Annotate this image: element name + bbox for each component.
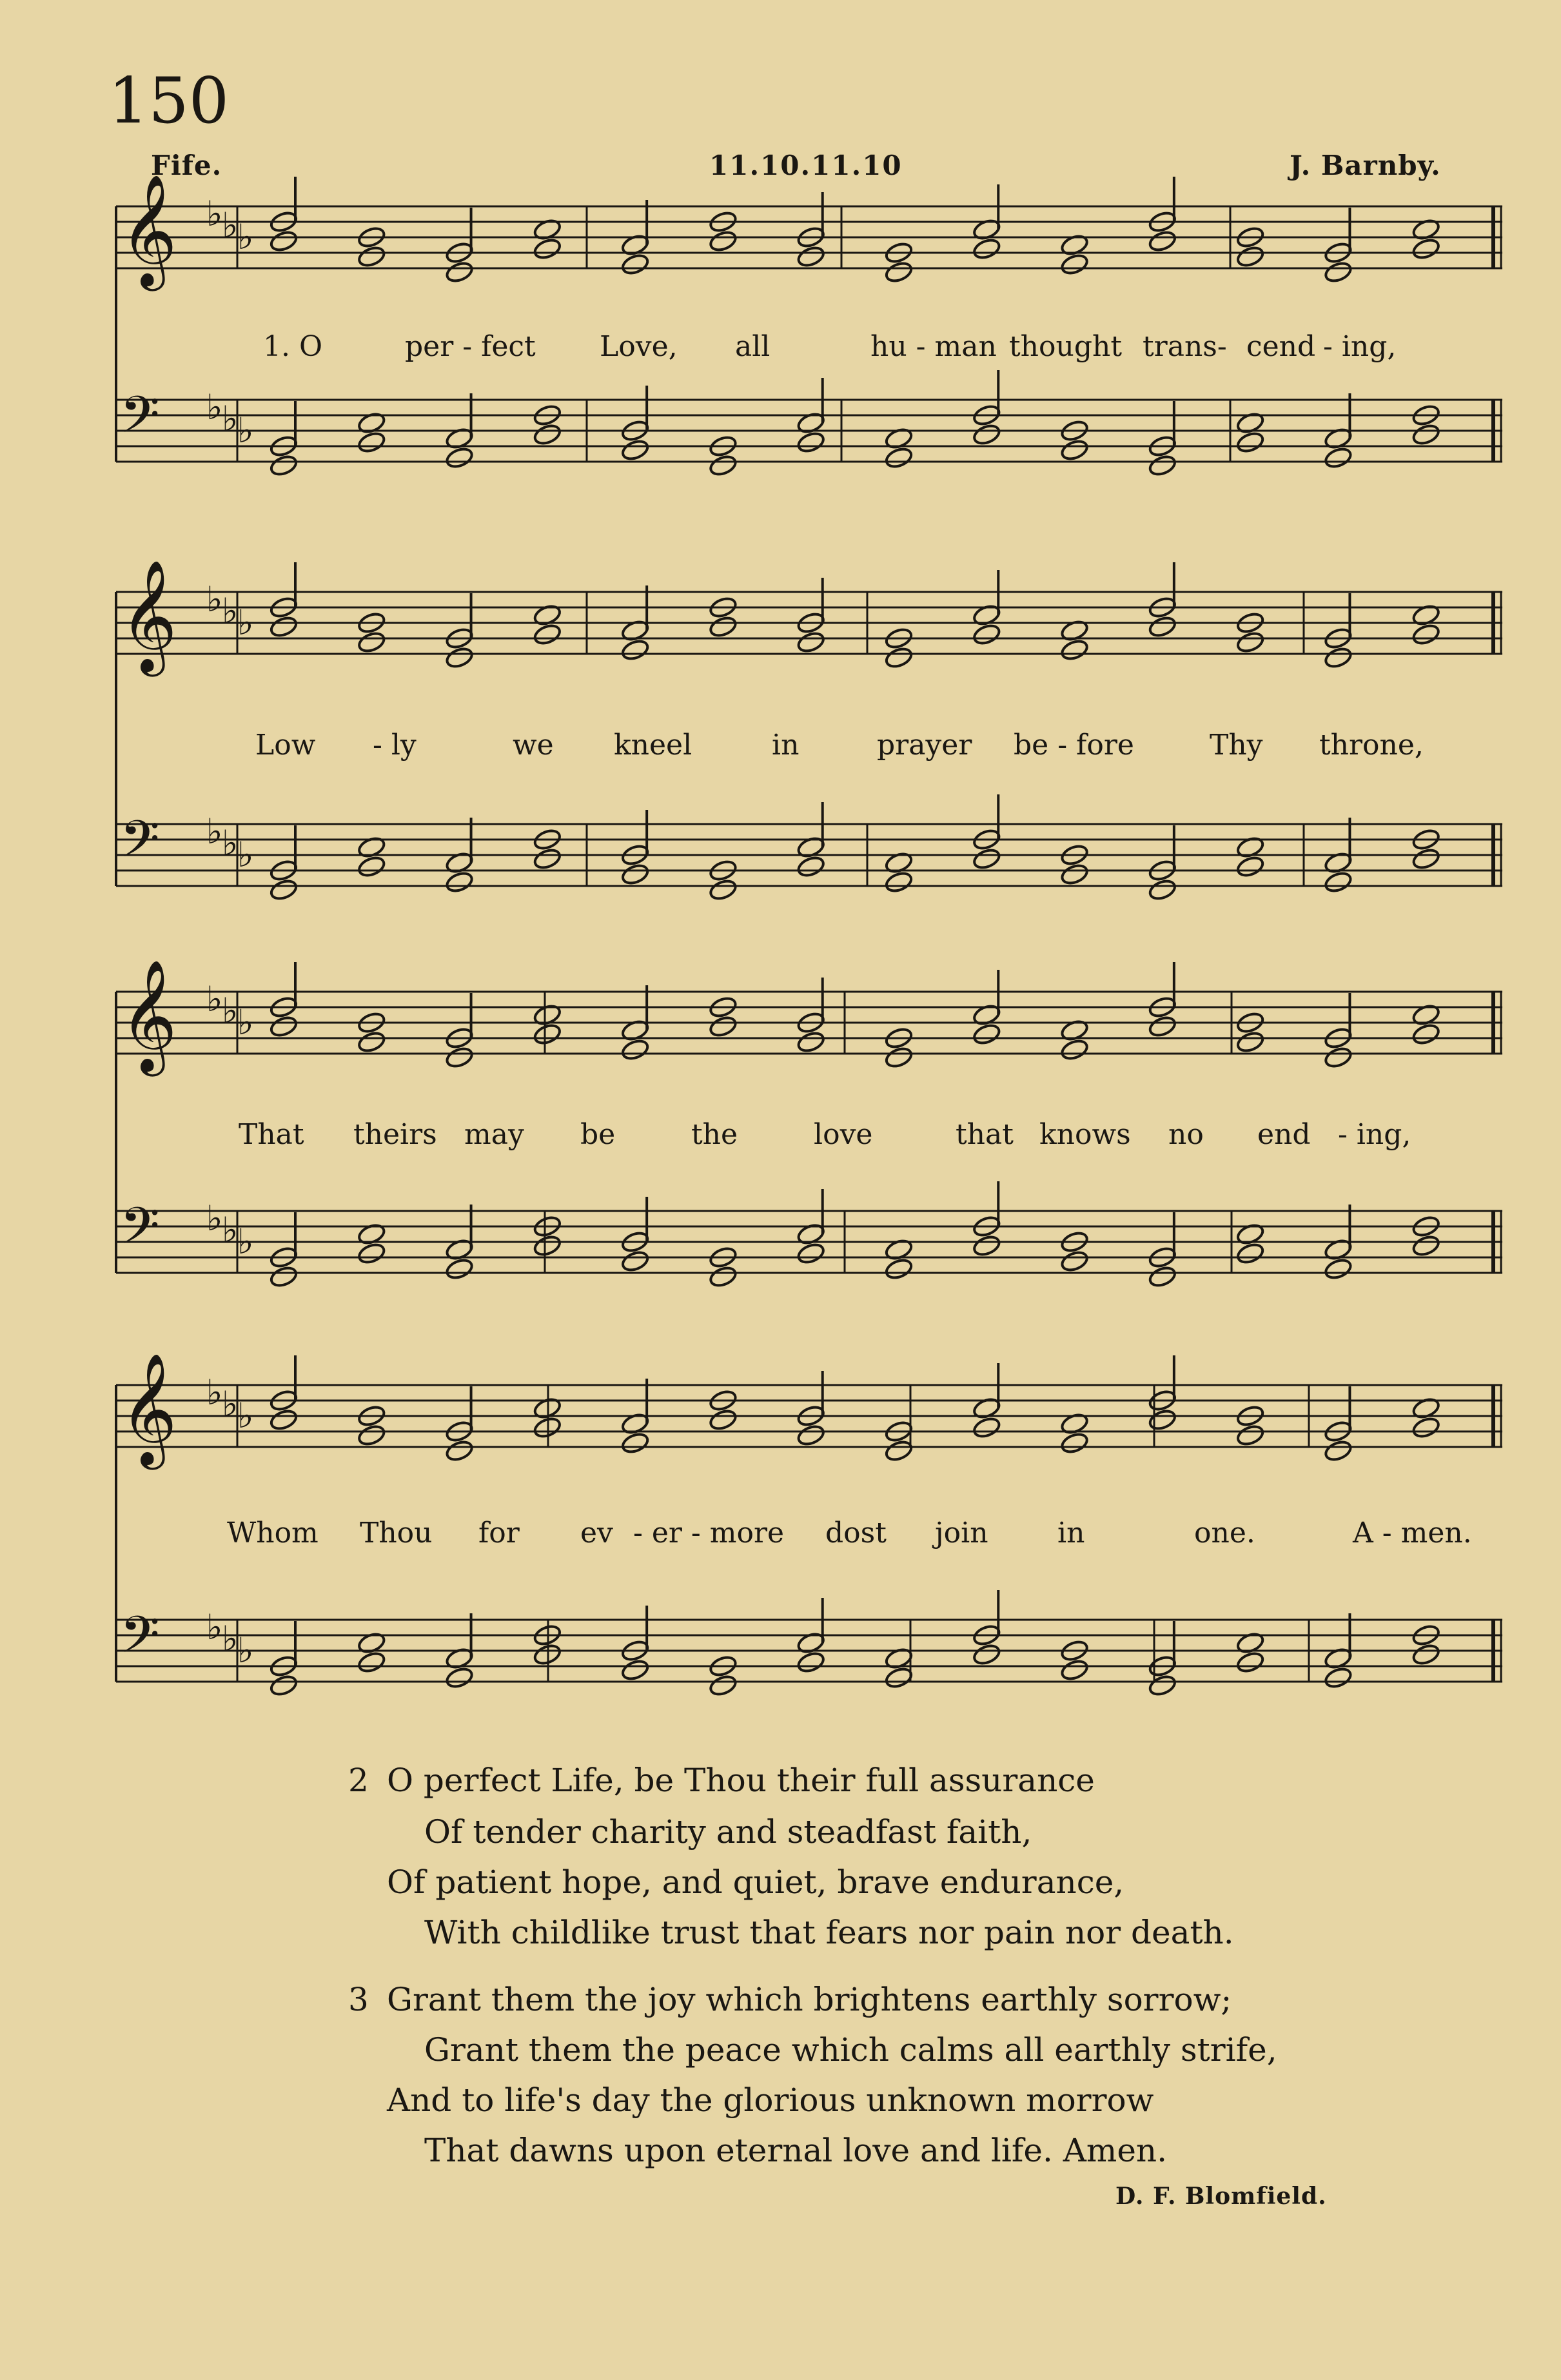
lyric-syllable: one. [1194, 1517, 1255, 1549]
note-head [796, 854, 826, 878]
note-head [796, 430, 826, 454]
lyric-syllable: - ly [373, 729, 417, 762]
bass-clef-icon: 𝄢 [120, 809, 160, 881]
lyric-syllable: in [772, 729, 800, 762]
lyric-syllable: Love, [600, 330, 678, 363]
note-head [972, 1234, 1001, 1257]
note-head [972, 622, 1001, 646]
lyric-syllable: the [691, 1118, 738, 1151]
note-head [1235, 430, 1265, 454]
note-head [533, 422, 562, 446]
note-head [357, 1241, 386, 1265]
note-head [1235, 1650, 1265, 1674]
note-head [533, 847, 562, 870]
note-head [620, 1038, 650, 1061]
flat-sign-icon: ♭ [237, 834, 254, 875]
flat-sign-icon: ♭ [237, 410, 254, 451]
lyric-syllable: Thy [1210, 729, 1263, 762]
verse-line: Of patient hope, and quiet, brave endurance, [387, 1864, 1124, 1901]
note-head [884, 1045, 914, 1069]
note-head [1411, 1642, 1441, 1666]
note-head [796, 244, 826, 268]
note-head [269, 1673, 299, 1697]
flat-sign-icon: ♭ [237, 1221, 254, 1262]
note-head [884, 1257, 914, 1281]
note-head [1235, 1030, 1265, 1054]
lyric-syllable: dost [825, 1517, 887, 1549]
lyric-syllable: in [1057, 1517, 1085, 1549]
verse-line: That dawns upon eternal love and life. Amen. [424, 2132, 1168, 2169]
verse-line: Of tender charity and steadfast faith, [424, 1813, 1032, 1851]
lyric-syllable: end [1257, 1118, 1311, 1151]
note-head [1323, 1439, 1353, 1462]
note-head [1323, 1045, 1353, 1069]
tune-name: Fife. [151, 150, 222, 181]
flat-sign-icon: ♭ [206, 579, 223, 620]
lyric-syllable: A - men. [1353, 1517, 1472, 1549]
note-head [1411, 1022, 1441, 1046]
lyric-syllable: no [1168, 1118, 1204, 1151]
lyric-syllable: Low [255, 729, 316, 762]
note-head [708, 1673, 738, 1697]
note-head [708, 1014, 738, 1038]
verse-line: O perfect Life, be Thou their full assurance [387, 1762, 1095, 1799]
flat-sign-icon: ♭ [222, 398, 239, 439]
lyric-syllable: ev [580, 1517, 613, 1549]
note-head [357, 854, 386, 878]
note-head [972, 847, 1001, 870]
lyric-syllable: thought [1009, 330, 1123, 363]
verse-line: Grant them the joy which brightens earthly sorrow; [387, 1981, 1232, 2018]
note-head [708, 453, 738, 477]
note-head [269, 1264, 299, 1288]
lyric-syllable: knows [1039, 1118, 1131, 1151]
lyric-syllable: theirs [353, 1118, 437, 1151]
note-head [620, 862, 650, 886]
bass-clef-icon: 𝄢 [120, 1196, 160, 1268]
flat-sign-icon: ♭ [222, 1618, 239, 1659]
verse-number: 3 [348, 1981, 369, 2018]
lyric-syllable: Whom [227, 1517, 319, 1549]
note-head [445, 645, 475, 669]
flat-sign-icon: ♭ [237, 602, 254, 643]
note-head [269, 878, 299, 901]
note-head [1060, 1431, 1090, 1455]
lyric-syllable: That [239, 1118, 304, 1151]
note-head [1148, 453, 1177, 477]
lyric-syllable: trans- [1143, 330, 1227, 363]
note-head [269, 1408, 299, 1431]
page-number: 150 [108, 64, 230, 138]
note-head [796, 630, 826, 654]
note-head [708, 1408, 738, 1431]
note-head [884, 645, 914, 669]
lyric-syllable: may [464, 1118, 524, 1151]
flat-sign-icon: ♭ [206, 193, 223, 234]
note-head [884, 1666, 914, 1689]
lyric-syllable: Thou [360, 1517, 433, 1549]
note-head [1060, 438, 1090, 462]
flat-sign-icon: ♭ [206, 1372, 223, 1413]
treble-clef-icon: 𝄞 [120, 174, 177, 286]
note-head [1411, 422, 1441, 446]
note-head [269, 229, 299, 253]
note-head [1323, 1666, 1353, 1689]
note-head [1235, 630, 1265, 654]
note-head [1148, 1264, 1177, 1288]
note-head [269, 453, 299, 477]
note-head [1235, 854, 1265, 878]
note-head [357, 1030, 386, 1054]
note-head [620, 638, 650, 662]
note-head [796, 1241, 826, 1265]
verse-line: With childlike trust that fears nor pain nor death. [424, 1914, 1234, 1951]
lyric-syllable: be [580, 1118, 616, 1151]
flat-sign-icon: ♭ [206, 1607, 223, 1647]
flat-sign-icon: ♭ [237, 1002, 254, 1043]
note-head [884, 1439, 914, 1462]
flat-sign-icon: ♭ [206, 387, 223, 428]
flat-sign-icon: ♭ [206, 811, 223, 852]
lyric-syllable: be - fore [1014, 729, 1134, 762]
note-head [1148, 878, 1177, 901]
note-head [269, 615, 299, 638]
flat-sign-icon: ♭ [206, 1198, 223, 1239]
note-head [884, 870, 914, 894]
treble-clef-icon: 𝄞 [120, 1353, 177, 1465]
note-head [708, 229, 738, 253]
lyric-syllable: join [935, 1517, 988, 1549]
note-head [1323, 645, 1353, 669]
verse-line: Grant them the peace which calms all earthly strife, [424, 2031, 1277, 2069]
bass-clef-icon: 𝄢 [120, 385, 160, 457]
note-head [1411, 237, 1441, 261]
flat-sign-icon: ♭ [222, 990, 239, 1031]
lyric-syllable: hu - man [870, 330, 997, 363]
note-head [1148, 1014, 1177, 1038]
note-head [1148, 615, 1177, 638]
note-head [1235, 1423, 1265, 1447]
note-head [972, 1022, 1001, 1046]
verse-number: 2 [348, 1762, 369, 1799]
note-head [1060, 1038, 1090, 1061]
note-head [884, 446, 914, 469]
bass-clef-icon: 𝄢 [120, 1605, 160, 1677]
note-head [972, 237, 1001, 261]
note-head [357, 1650, 386, 1674]
note-head [533, 1022, 562, 1046]
note-head [1323, 870, 1353, 894]
lyric-syllable: that [956, 1118, 1014, 1151]
note-head [445, 260, 475, 284]
hymn-author: D. F. Blomfield. [1115, 2183, 1327, 2210]
note-head [1060, 862, 1090, 886]
note-head [1323, 1257, 1353, 1281]
note-head [972, 1415, 1001, 1439]
lyric-syllable: throne, [1319, 729, 1424, 762]
lyric-syllable: for [478, 1517, 520, 1549]
note-head [1148, 229, 1177, 253]
flat-sign-icon: ♭ [222, 205, 239, 246]
note-head [1411, 1234, 1441, 1257]
note-head [1060, 1658, 1090, 1682]
note-head [708, 615, 738, 638]
flat-sign-icon: ♭ [237, 1630, 254, 1671]
note-head [1323, 260, 1353, 284]
note-head [357, 430, 386, 454]
note-head [796, 1650, 826, 1674]
note-head [972, 1642, 1001, 1666]
note-head [620, 252, 650, 276]
note-head [708, 878, 738, 901]
lyric-syllable: cend [1246, 330, 1316, 363]
note-head [357, 1423, 386, 1447]
note-head [1411, 1415, 1441, 1439]
lyric-syllable: love [814, 1118, 873, 1151]
flat-sign-icon: ♭ [222, 1210, 239, 1250]
note-head [620, 1658, 650, 1682]
note-head [708, 1264, 738, 1288]
note-head [445, 1666, 475, 1689]
verse-line: And to life's day the glorious unknown morrow [387, 2081, 1154, 2119]
flat-sign-icon: ♭ [222, 823, 239, 863]
lyric-syllable: - ing, [1338, 1118, 1411, 1151]
note-head [445, 870, 475, 894]
flat-sign-icon: ♭ [222, 591, 239, 631]
note-head [533, 1234, 562, 1257]
lyric-syllable: - ing, [1323, 330, 1397, 363]
note-head [357, 244, 386, 268]
note-head [445, 1257, 475, 1281]
note-head [445, 446, 475, 469]
note-head [620, 1431, 650, 1455]
composer: J. Barnby. [1290, 150, 1441, 181]
lyric-syllable: prayer [877, 729, 972, 762]
flat-sign-icon: ♭ [237, 217, 254, 257]
note-head [620, 438, 650, 462]
note-head [1148, 1673, 1177, 1697]
meter: 11.10.11.10 [709, 150, 903, 181]
flat-sign-icon: ♭ [222, 1384, 239, 1424]
note-head [269, 1014, 299, 1038]
note-head [620, 1249, 650, 1273]
treble-clef-icon: 𝄞 [120, 560, 177, 672]
flat-sign-icon: ♭ [206, 979, 223, 1019]
note-head [972, 422, 1001, 446]
note-head [1060, 638, 1090, 662]
note-head [1235, 244, 1265, 268]
flat-sign-icon: ♭ [237, 1395, 254, 1436]
note-head [1060, 252, 1090, 276]
note-head [1235, 1241, 1265, 1265]
note-head [1148, 1408, 1177, 1431]
lyric-syllable: kneel [614, 729, 692, 762]
note-head [1411, 622, 1441, 646]
note-head [884, 260, 914, 284]
note-head [533, 237, 562, 261]
lyric-syllable: per - fect [405, 330, 536, 363]
note-head [796, 1423, 826, 1447]
note-head [796, 1030, 826, 1054]
lyric-syllable: we [513, 729, 554, 762]
lyric-syllable: - er - more [633, 1517, 785, 1549]
note-head [445, 1045, 475, 1069]
note-head [357, 630, 386, 654]
lyric-syllable: all [735, 330, 771, 363]
treble-clef-icon: 𝄞 [120, 959, 177, 1072]
note-head [1411, 847, 1441, 870]
note-head [1060, 1249, 1090, 1273]
note-head [445, 1439, 475, 1462]
note-head [1323, 446, 1353, 469]
lyric-syllable: 1. O [263, 330, 323, 363]
note-head [533, 622, 562, 646]
